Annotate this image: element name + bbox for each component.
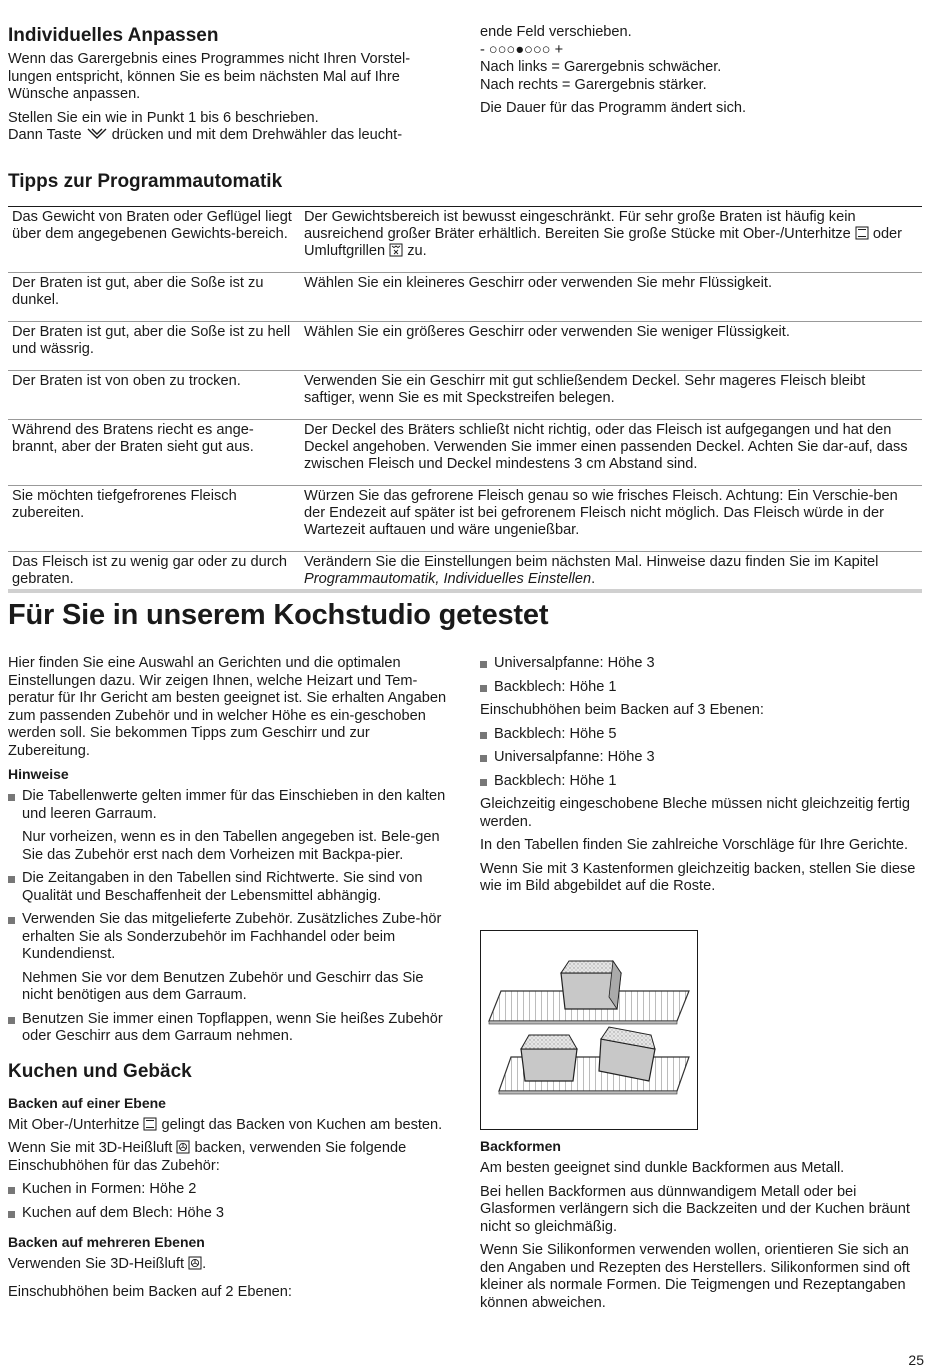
solution-text: Der Gewichtsbereich ist bewusst eingeschränkt. Für sehr große Braten ist häufig kein ausreichend großer Bräter erhältlich. Bereiten Sie große Stücke mit Ober-/Unterhitze	[304, 209, 856, 242]
problem-cell: Das Gewicht von Braten oder Geflügel liegt über dem angegebenen Gewichts-bereich.	[8, 207, 300, 273]
ebene1-p2	[8, 1140, 454, 1175]
solution-text: Verändern Sie die Einstellungen beim nächsten Mal. Hinweise dazu finden Sie im Kapitel	[304, 554, 879, 570]
top-bottom-heat-icon	[143, 1117, 157, 1131]
section-title: Für Sie in unserem Kochstudio getestet	[8, 599, 549, 631]
solution-cell: Würzen Sie das gefrorene Fleisch genau so wie frisches Fleisch. Achtung: Ein Verschie-ben der Endezeit auf später ist bei gefrorenem Fleisch nicht möglich. Das Fleisch würde in der Wartezeit auftauen und wäre ungenießbar.	[300, 486, 922, 552]
solution-text: .	[591, 571, 596, 587]
bf-p2: Bei hellen Backformen aus dünnwandigem Metall oder bei Glasformen verlängern sich die Backzeiten und der Kuchen bräunt nicht so gleichmäßig.	[480, 1183, 910, 1235]
individual-adjust-p2b	[8, 127, 448, 145]
text: Wenn Sie mit 3D-Heißluft	[8, 1140, 173, 1156]
individual-adjust-left	[8, 24, 448, 151]
3d-hot-air-icon	[176, 1140, 190, 1154]
oven-rack-drawing	[481, 931, 697, 1129]
table-row	[8, 322, 922, 371]
list-item: Die Zeitangaben in den Tabellen sind Richtwerte. Sie sind von Qualität und Beschaffenheit der Lebensmittel abhängig.	[8, 870, 454, 905]
list-item-note: Nur vorheizen, wenn es in den Tabellen angegeben ist. Bele-gen Sie das Zubehör erst nach dem Vorheizen mit Backpa-pier.	[22, 829, 440, 863]
individual-adjust-title: Individuelles Anpassen	[8, 25, 219, 46]
loaf-tins-illustration	[480, 930, 698, 1130]
list-item: Verwenden Sie das mitgelieferte Zubehör. Zusätzliches Zube-hör erhalten Sie als Sonderzubehör im Fachhandel oder beim Kundendienst.	[8, 911, 454, 964]
r-p5: In den Tabellen finden Sie zahlreiche Vorschläge für Ihre Gerichte.	[480, 837, 909, 853]
list-item: Benutzen Sie immer einen Topflappen, wenn Sie heißes Zubehör oder Geschirr aus dem Garraum nehmen.	[8, 1011, 454, 1046]
solution-text: zu.	[407, 243, 427, 259]
individual-adjust-right	[480, 24, 920, 124]
scale-indicator: - ○○○●○○○ +	[480, 41, 564, 58]
list-item: Kuchen auf dem Blech: Höhe 3	[8, 1205, 454, 1223]
r-p6: Wenn Sie mit 3 Kastenformen gleichzeitig backen, stellen Sie diese wie im Bild abgebildet auf die Roste.	[480, 860, 916, 894]
text: gelingt das Backen von Kuchen am besten.	[161, 1116, 443, 1133]
mehr-title: Backen auf mehreren Ebenen	[8, 1234, 205, 1250]
circulated-grill-icon	[389, 243, 403, 257]
solution-cell: Der Deckel des Bräters schließt nicht richtig, oder das Fleisch ist aufgegangen und hat den Deckel angehoben. Verwenden Sie immer einen passenden Deckel. Achten Sie dar-auf, dass zwischen Fleisch und Deckel mindestens 3 cm Abstand sind.	[300, 420, 922, 486]
list-item: Backblech: Höhe 5	[480, 726, 920, 744]
problem-cell: Der Braten ist gut, aber die Soße ist zu hell und wässrig.	[8, 322, 300, 371]
section-divider	[8, 589, 922, 593]
kuchen-title: Kuchen und Gebäck	[8, 1060, 192, 1082]
p2b-post: drücken und mit dem Drehwähler das leucht-	[111, 127, 403, 143]
intro-paragraph: Hier finden Sie eine Auswahl an Gerichten und die optimalen Einstellungen dazu. Wir zeigen Ihnen, welche Heizart und Tem-peratur für Ihr Gericht am besten geeignet ist. Sie erhalten Angaben zum passenden Zubehör und in welcher Höhe es ein-geschoben werden soll. Sie bekommen Tipps zum Geschirr und zur Zubereitung.	[8, 655, 447, 759]
bf-p1: Am besten geeignet sind dunkle Backformen aus Metall.	[480, 1160, 845, 1176]
right-line-4: Nach rechts = Garergebnis stärker.	[480, 76, 707, 93]
text: .	[202, 1256, 207, 1272]
solution-cell: Wählen Sie ein kleineres Geschirr oder verwenden Sie mehr Flüssigkeit.	[300, 273, 922, 322]
text: Mit Ober-/Unterhitze	[8, 1116, 140, 1133]
right-p2: Die Dauer für das Programm ändert sich.	[480, 100, 747, 116]
text: Verwenden Sie 3D-Heißluft	[8, 1256, 185, 1272]
solution-cell: Wählen Sie ein größeres Geschirr oder verwenden Sie weniger Flüssigkeit.	[300, 322, 922, 371]
table-row	[8, 207, 922, 273]
right-line-3: Nach links = Garergebnis schwächer.	[480, 59, 722, 75]
list-item: Backblech: Höhe 1	[480, 773, 920, 791]
backformen-title: Backformen	[480, 1138, 561, 1154]
solution-text: oder Umluftgrillen	[304, 226, 903, 259]
page-number: 25	[908, 1352, 924, 1368]
list-item: Kuchen in Formen: Höhe 2	[8, 1181, 454, 1199]
problem-cell: Der Braten ist gut, aber die Soße ist zu dunkel.	[8, 273, 300, 322]
mehr-p2: Einschubhöhen beim Backen auf 2 Ebenen:	[8, 1283, 292, 1300]
solution-cell	[300, 207, 922, 273]
tips-title: Tipps zur Programmautomatik	[8, 171, 283, 192]
solution-cell: Verwenden Sie ein Geschirr mit gut schließendem Deckel. Sehr mageres Fleisch bleibt saftiger, wenn Sie es mit Speckstreifen belegen.	[300, 371, 922, 420]
right-line-1: ende Feld verschieben.	[480, 24, 632, 40]
problem-cell: Der Braten ist von oben zu trocken.	[8, 371, 300, 420]
mehr-p1	[8, 1256, 454, 1274]
problem-cell: Während des Bratens riecht es ange-brannt, aber der Braten sieht gut aus.	[8, 420, 300, 486]
table-row	[8, 486, 922, 552]
table-row	[8, 552, 922, 593]
ebene1-title: Backen auf einer Ebene	[8, 1094, 166, 1111]
3d-hot-air-icon	[188, 1256, 202, 1270]
chevron-check-icon	[86, 127, 108, 141]
list-item: Universalpfanne: Höhe 3	[480, 749, 920, 767]
top-bottom-heat-icon	[855, 226, 869, 240]
table-row	[8, 420, 922, 486]
left-column	[8, 655, 454, 1307]
solution-cell	[300, 552, 922, 593]
tips-table	[8, 206, 922, 593]
text: backen, verwenden Sie folgende Einschubhöhen für das Zubehör:	[8, 1140, 407, 1174]
list-item: Universalpfanne: Höhe 3	[480, 655, 920, 673]
individual-adjust-p1: Wenn das Garergebnis eines Programmes nicht Ihren Vorstel-lungen entspricht, können Sie es beim nächsten Mal auf Ihre Wünsche anpassen.	[8, 51, 411, 102]
list-item: Backblech: Höhe 1	[480, 679, 920, 697]
individual-adjust-p2a: Stellen Sie ein wie in Punkt 1 bis 6 beschrieben.	[8, 109, 319, 126]
hinweise-title: Hinweise	[8, 766, 69, 782]
table-row	[8, 371, 922, 420]
r-p3: Einschubhöhen beim Backen auf 3 Ebenen:	[480, 702, 764, 718]
ebene1-p1	[8, 1117, 454, 1135]
chapter-reference: Programmautomatik, Individuelles Einstellen	[304, 571, 592, 587]
backformen-block	[480, 1138, 920, 1318]
problem-cell: Sie möchten tiefgefrorenes Fleisch zubereiten.	[8, 486, 300, 552]
r-p4: Gleichzeitig eingeschobene Bleche müssen nicht gleichzeitig fertig werden.	[480, 796, 910, 830]
list-item: Die Tabellenwerte gelten immer für das Einschieben in den kalten und leeren Garraum.	[8, 788, 454, 823]
right-column	[480, 655, 920, 902]
table-row	[8, 273, 922, 322]
problem-cell: Das Fleisch ist zu wenig gar oder zu durch gebraten.	[8, 552, 300, 593]
p2b-pre: Dann Taste	[8, 127, 82, 143]
bf-p3: Wenn Sie Silikonformen verwenden wollen, orientieren Sie sich an den Angaben und Rezepten des Herstellers. Silikonformen sind oft kleiner als normale Formen. Die Teigmengen und Rezeptangaben können abweichen.	[480, 1242, 910, 1311]
list-item-note: Nehmen Sie vor dem Benutzen Zubehör und Geschirr das Sie nicht benötigen aus dem Garraum.	[22, 969, 424, 1003]
